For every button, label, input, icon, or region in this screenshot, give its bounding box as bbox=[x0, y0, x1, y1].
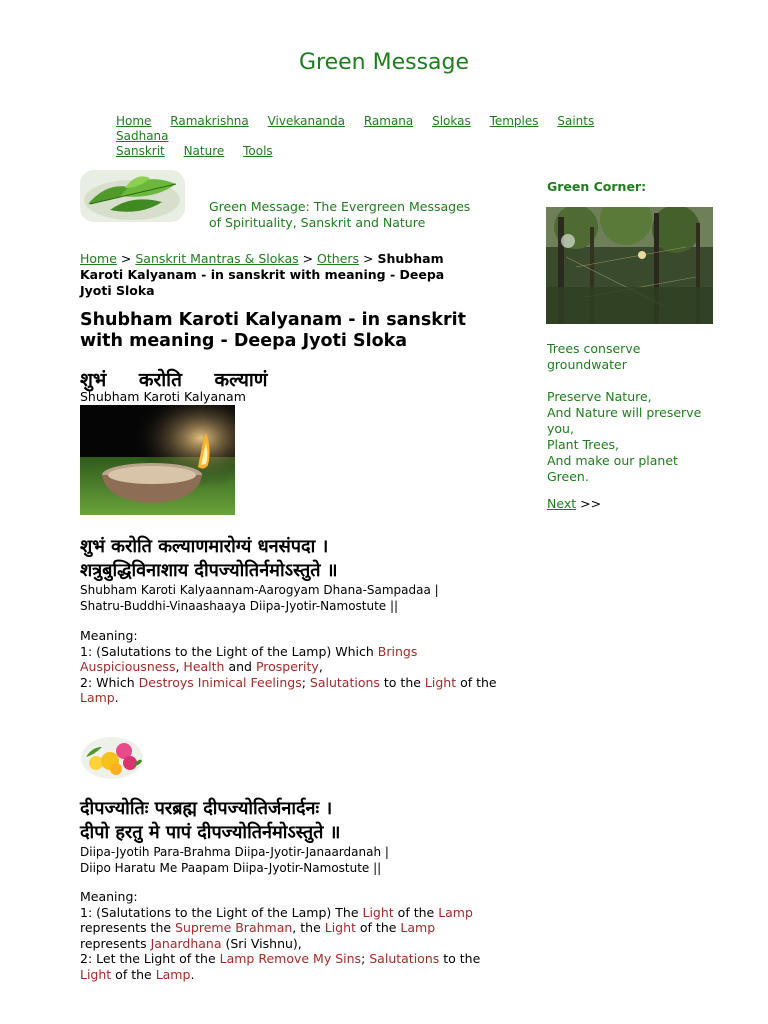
text: ; bbox=[361, 951, 370, 966]
text: . bbox=[114, 690, 119, 705]
nav-ramakrishna[interactable]: Ramakrishna bbox=[170, 114, 249, 128]
poem-line-2: And Nature will preserve you, bbox=[547, 405, 702, 436]
text: represents bbox=[80, 935, 151, 951]
main-nav bbox=[116, 114, 676, 159]
breadcrumb-current: Shubham Karoti Kalyanam - in sanskrit with meaning - Deepa Jyoti Sloka bbox=[80, 251, 445, 298]
verse-1-meaning bbox=[80, 628, 500, 706]
text: 1: (Salutations to the Light of the Lamp) Which bbox=[80, 643, 378, 659]
green-corner-title: Green Corner: bbox=[547, 179, 647, 194]
text: to the bbox=[439, 951, 481, 966]
nav-temples[interactable]: Temples bbox=[489, 114, 539, 128]
text: (Sri Vishnu), bbox=[221, 935, 302, 951]
nav-tools[interactable]: Tools bbox=[243, 144, 273, 158]
breadcrumb-separator: > bbox=[116, 251, 136, 266]
nav-vivekananda[interactable]: Vivekananda bbox=[267, 114, 345, 128]
leaf-logo-image bbox=[80, 170, 185, 222]
keyword: Salutations bbox=[369, 951, 440, 966]
breadcrumb-separator: > bbox=[298, 251, 318, 266]
text: . bbox=[190, 966, 195, 982]
poem-line-3: Plant Trees, bbox=[547, 437, 619, 452]
verse-2-translit-1: Diipa-Jyotih Para-Brahma Diipa-Jyotir-Janaardanah | bbox=[80, 845, 389, 859]
sanskrit-title: शुभं करोति कल्याणं bbox=[80, 369, 268, 391]
next-link[interactable]: Next bbox=[547, 496, 577, 511]
keyword: Brings Auspiciousness bbox=[80, 643, 418, 674]
poem-line-4: And make our planet Green. bbox=[547, 453, 678, 484]
sanskrit-subtitle: Shubham Karoti Kalyanam bbox=[80, 389, 246, 404]
keyword: Supreme Brahman bbox=[175, 920, 293, 935]
text: of the bbox=[393, 904, 439, 920]
nav-sanskrit[interactable]: Sanskrit bbox=[116, 144, 165, 158]
text: of the bbox=[456, 674, 497, 690]
green-corner-text bbox=[547, 341, 717, 485]
keyword: Light bbox=[362, 904, 394, 920]
nav-slokas[interactable]: Slokas bbox=[432, 114, 471, 128]
tagline-line-2: of Spirituality, Sanskrit and Nature bbox=[209, 215, 426, 230]
flower-image bbox=[80, 735, 144, 780]
verse-2-line-1: दीपज्योतिः परब्रह्म दीपज्योतिर्जनार्दनः । bbox=[80, 798, 333, 819]
verse-2-line-2: दीपो हरतु मे पापं दीपज्योतिर्नमोऽस्तुते ॥ bbox=[80, 822, 341, 843]
lamp-image bbox=[80, 405, 235, 515]
next-arrow: >> bbox=[576, 496, 602, 511]
nav-nature[interactable]: Nature bbox=[183, 144, 225, 158]
keyword: Lamp bbox=[400, 920, 436, 935]
poem-line-1: Preserve Nature, bbox=[547, 389, 652, 404]
verse-2-meaning bbox=[80, 889, 500, 982]
keyword: Lamp bbox=[155, 966, 191, 982]
forest-image bbox=[546, 207, 713, 324]
green-corner-next bbox=[547, 496, 601, 511]
text: represents the bbox=[80, 920, 176, 935]
page-title: Shubham Karoti Kalyanam - in sanskrit with meaning - Deepa Jyoti Sloka bbox=[80, 310, 466, 351]
keyword: Health bbox=[183, 659, 225, 674]
verse-2-transliteration bbox=[80, 844, 510, 876]
verse-1-line-2: शत्रुबुद्धिविनाशाय दीपज्योतिर्नमोऽस्तुते ॥ bbox=[80, 560, 338, 581]
text: 2: Which bbox=[80, 674, 139, 690]
meaning-line-1 bbox=[80, 644, 500, 675]
keyword: Salutations bbox=[309, 674, 380, 690]
tagline-line-1: Green Message: The Evergreen Messages bbox=[209, 199, 471, 214]
keyword: Light bbox=[424, 674, 457, 690]
meaning-line-2 bbox=[80, 951, 500, 982]
text: of the bbox=[355, 920, 401, 935]
keyword: Remove My Sins bbox=[258, 951, 362, 966]
corner-caption: Trees conserve groundwater bbox=[547, 341, 641, 372]
keyword: Light bbox=[324, 920, 356, 935]
verse-2-translit-2: Diipo Haratu Me Paapam Diipa-Jyotir-Namostute || bbox=[80, 861, 382, 875]
meaning-line-2 bbox=[80, 675, 500, 706]
text: of the bbox=[111, 966, 156, 982]
nav-ramana[interactable]: Ramana bbox=[363, 114, 414, 128]
breadcrumb-mantras[interactable]: Sanskrit Mantras & Slokas bbox=[135, 251, 299, 266]
text: and bbox=[224, 659, 256, 674]
keyword: Lamp bbox=[219, 951, 255, 966]
breadcrumb-home[interactable]: Home bbox=[80, 251, 117, 266]
verse-1-line-1: शुभं करोति कल्याणमारोग्यं धनसंपदा । bbox=[80, 536, 329, 557]
text: , bbox=[318, 659, 323, 674]
site-tagline bbox=[209, 199, 509, 231]
text: ; bbox=[301, 674, 310, 690]
nav-sadhana[interactable]: Sadhana bbox=[116, 129, 169, 143]
text: 2: Let the Light of the bbox=[80, 951, 220, 966]
keyword: Prosperity bbox=[255, 659, 319, 674]
breadcrumb-separator: > bbox=[359, 251, 378, 266]
meaning-line-1 bbox=[80, 905, 500, 952]
keyword: Light bbox=[80, 966, 112, 982]
text: , the bbox=[292, 920, 325, 935]
meaning-label: Meaning: bbox=[80, 628, 138, 643]
keyword: Lamp bbox=[80, 690, 115, 705]
text: , bbox=[175, 659, 184, 674]
verse-1-transliteration bbox=[80, 582, 510, 614]
keyword: Janardhana bbox=[150, 935, 222, 951]
keyword: Lamp bbox=[438, 904, 473, 920]
verse-1-translit-2: Shatru-Buddhi-Vinaashaaya Diipa-Jyotir-Namostute || bbox=[80, 599, 399, 613]
verse-2-sanskrit bbox=[80, 797, 510, 845]
text: 1: (Salutations to the Light of the Lamp) The bbox=[80, 904, 363, 920]
keyword: Destroys Inimical Feelings bbox=[138, 674, 302, 690]
breadcrumb bbox=[80, 251, 480, 299]
nav-saints[interactable]: Saints bbox=[557, 114, 595, 128]
breadcrumb-others[interactable]: Others bbox=[317, 251, 360, 266]
meaning-label: Meaning: bbox=[80, 889, 138, 904]
site-title: Green Message bbox=[298, 50, 470, 75]
nav-home[interactable]: Home bbox=[116, 114, 152, 128]
verse-1-translit-1: Shubham Karoti Kalyaannam-Aarogyam Dhana-Sampadaa | bbox=[80, 583, 439, 597]
text: to the bbox=[379, 674, 425, 690]
verse-1-sanskrit bbox=[80, 535, 510, 583]
